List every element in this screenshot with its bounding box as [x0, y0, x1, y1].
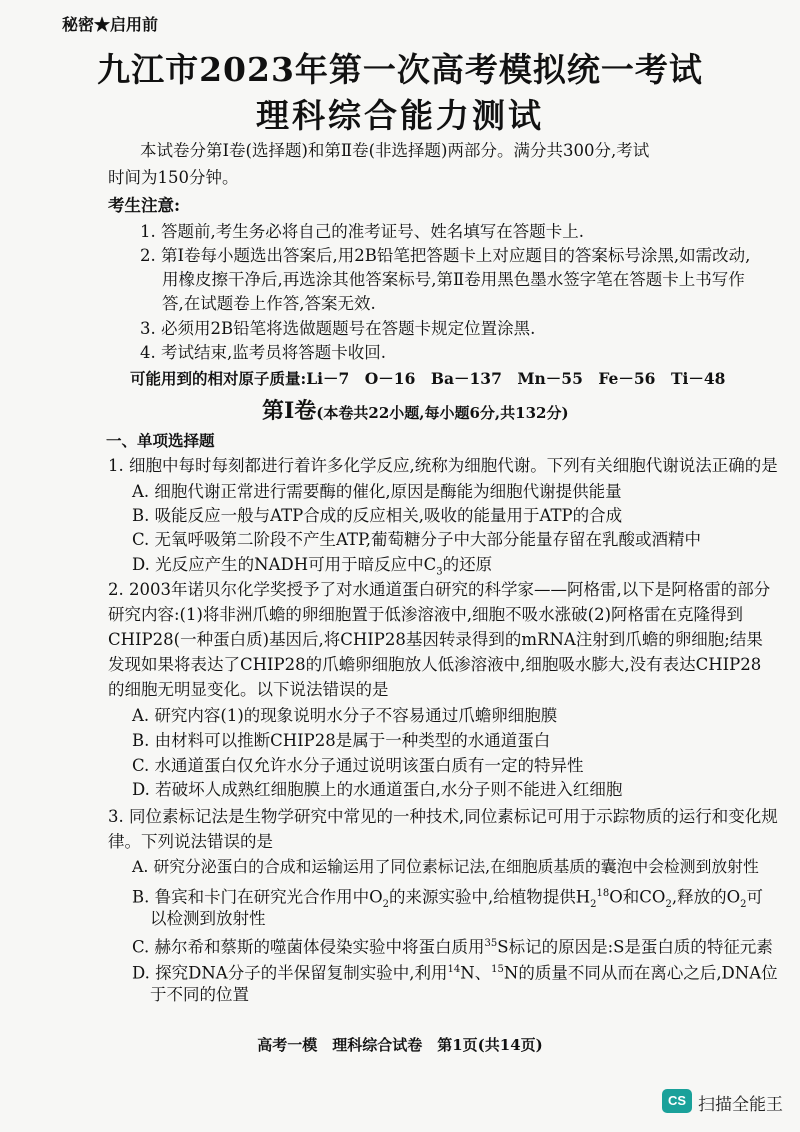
q1-option-d: D. 光反应产生的NADH可用于暗反应中$C_3$的还原: [132, 555, 493, 578]
exam-subtitle: 理科综合能力测试: [256, 96, 544, 135]
section-note: (本卷共22小题,每小题6分,共132分): [316, 404, 569, 422]
page-footer: 高考一模 理科综合试卷 第1页(共14页): [257, 1036, 543, 1054]
q3-option-c: C. 赫尔希和蔡斯的噬菌体侵染实验中将蛋白质用$^{35}$S标记的原因是:S是蛋白质的特征元素: [132, 937, 773, 957]
q1-option-c: C. 无氧呼吸第二阶段不产生ATP,葡萄糖分子中大部分能量存留在乳酸或酒精中: [132, 530, 702, 549]
q3-stem-2: 律。下列说法错误的是: [108, 832, 273, 851]
q3-option-b-cont: 以检测到放射性: [150, 909, 266, 928]
confidential-label: 秘密★启用前: [62, 15, 159, 34]
notice-item-1: 1. 答题前,考生务必将自己的准考证号、姓名填写在答题卡上.: [140, 222, 584, 241]
section-name: 第Ⅰ卷: [262, 398, 317, 424]
section-title: [262, 394, 569, 425]
atomic-masses: 可能用到的相对原子质量:Li－7 O－16 Ba－137 Mn－55 Fe－56 Ti－48: [130, 369, 726, 388]
notice-item-2-cont: 用橡皮擦干净后,再选涂其他答案标号,第Ⅱ卷用黑色墨水签字笔在答题卡上书写作: [162, 270, 745, 289]
q3-option-a: A. 研究分泌蛋白的合成和运输运用了同位素标记法,在细胞质基质的囊泡中会检测到放射性: [132, 857, 759, 876]
notice-heading: 考生注意:: [108, 196, 181, 215]
intro-line-1: 本试卷分第Ⅰ卷(选择题)和第Ⅱ卷(非选择题)两部分。满分共300分,考试: [140, 141, 650, 160]
q2-stem-1: 2. 2003年诺贝尔化学奖授予了对水通道蛋白研究的科学家——阿格雷,以下是阿格雷的部分: [108, 580, 771, 599]
intro-line-2: 时间为150分钟。: [108, 168, 239, 187]
camscanner-watermark: 扫描全能王: [698, 1095, 783, 1114]
q2-option-a: A. 研究内容(1)的现象说明水分子不容易通过爪蟾卵细胞膜: [132, 706, 558, 725]
q2-option-c: C. 水通道蛋白仅允许水分子通过说明该蛋白质有一定的特异性: [132, 756, 584, 775]
q2-option-b: B. 由材料可以推断CHIP28是属于一种类型的水通道蛋白: [132, 731, 551, 750]
camscanner-logo-icon: CS: [662, 1089, 692, 1113]
q3-stem-1: 3. 同位素标记法是生物学研究中常见的一种技术,同位素标记可用于示踪物质的运行和变化规: [108, 807, 778, 826]
q3-option-d-cont: 于不同的位置: [150, 985, 249, 1004]
notice-item-2: 2. 第Ⅰ卷每小题选出答案后,用2B铅笔把答题卡上对应题目的答案标号涂黑,如需改动,: [140, 246, 751, 265]
exam-title: 九江市2023年第一次高考模拟统一考试: [97, 50, 703, 89]
notice-item-2-end: 答,在试题卷上作答,答案无效.: [162, 294, 376, 313]
q2-option-d: D. 若破坏人成熟红细胞膜上的水通道蛋白,水分子则不能进入红细胞: [132, 780, 623, 799]
question-type-heading: 一、单项选择题: [106, 431, 215, 450]
notice-item-4: 4. 考试结束,监考员将答题卡收回.: [140, 343, 386, 362]
q2-stem-2: 研究内容:(1)将非洲爪蟾的卵细胞置于低渗溶液中,细胞不吸水涨破(2)阿格雷在克隆得到: [108, 605, 744, 624]
q3-option-d: D. 探究DNA分子的半保留复制实验中,利用$^{14}$N、$^{15}$N的质量不同从而在离心之后,DNA位: [132, 963, 778, 983]
q2-stem-5: 的细胞无明显变化。以下说法错误的是: [108, 680, 389, 699]
notice-item-3: 3. 必须用2B铅笔将选做题题号在答题卡规定位置涂黑.: [140, 319, 536, 338]
q2-stem-3: CHIP28(一种蛋白质)基因后,将CHIP28基因转录得到的mRNA注射到爪蟾的卵细胞;结果: [108, 630, 763, 649]
q3-option-b: B. 鲁宾和卡门在研究光合作用中$O_2$的来源实验中,给植物提供$H_2^{18}O$和$CO_2$,释放的$O_2$可: [132, 887, 763, 910]
q1-stem: 1. 细胞中每时每刻都进行着许多化学反应,统称为细胞代谢。下列有关细胞代谢说法正确的是: [108, 456, 778, 475]
q2-stem-4: 发现如果将表达了CHIP28的爪蟾卵细胞放人低渗溶液中,细胞吸水膨大,没有表达CHIP28: [108, 655, 762, 674]
q1-option-a: A. 细胞代谢正常进行需要酶的催化,原因是酶能为细胞代谢提供能量: [132, 482, 622, 501]
q1-option-b: B. 吸能反应一般与ATP合成的反应相关,吸收的能量用于ATP的合成: [132, 506, 623, 525]
